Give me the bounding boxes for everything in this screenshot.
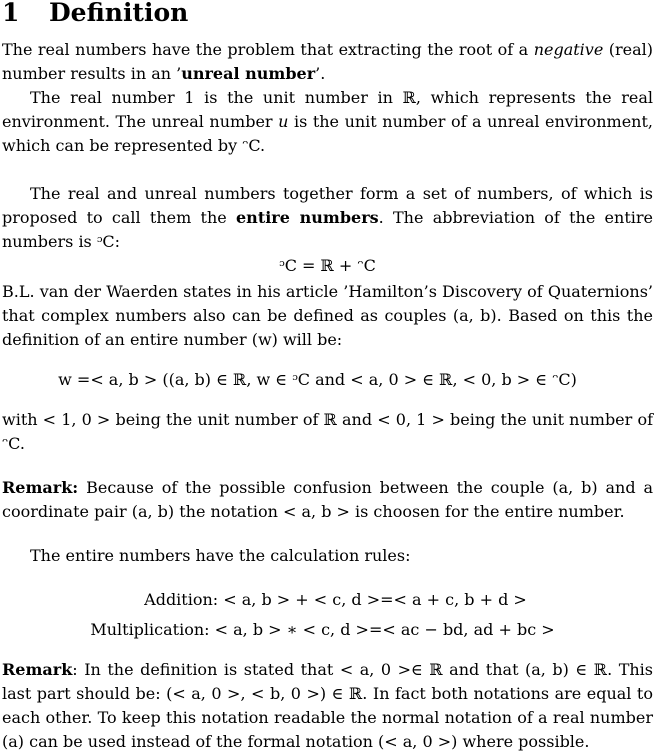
paragraph-2-text-b: is the unit number of a unreal environment, which can be represented by ᵔC. — [2, 112, 654, 155]
paragraph-2-math-u: u — [278, 112, 289, 131]
paragraph-1-bold-term: unreal number — [181, 64, 316, 83]
remark-2-label: Remark — [2, 660, 73, 679]
paragraph-6: The entire numbers have the calculation rules: — [30, 546, 411, 565]
vertical-space — [2, 158, 653, 182]
section-number: 1 — [2, 0, 20, 27]
document-page — [2, 0, 653, 754]
remark-1-label: Remark: — [2, 478, 79, 497]
remark-1 — [2, 476, 653, 524]
vertical-space — [2, 456, 653, 476]
paragraph-1-text-a: The real numbers have the problem that extracting the root of a — [2, 40, 534, 59]
paragraph-2-text-a: The real number 1 is the unit number in ℝ, which represents the real environment. The unreal number — [2, 88, 653, 131]
section-heading — [2, 0, 653, 38]
equation-entire-set: ᵓC = ℝ + ᵔC — [279, 256, 376, 275]
vertical-space — [2, 642, 653, 658]
equation-entire-number-definition: w =< a, b > ((a, b) ∈ ℝ, w ∈ ᵓC and < a, 0 > ∈ ℝ, < 0, b > ∈ ᵔC) — [58, 370, 577, 389]
remark-2 — [2, 658, 653, 754]
vertical-space — [2, 568, 653, 588]
paragraph-3-bold-term: entire numbers — [236, 208, 379, 227]
paragraph-4: B.L. van der Waerden states in his article ’Hamilton’s Discovery of Quaternions’ that complex numbers also can be defined as couples (a, b). Based on this the definition of an entire number (w) will be: — [2, 282, 653, 349]
paragraph-2 — [2, 86, 653, 158]
vertical-space — [2, 352, 653, 368]
paragraph-3 — [2, 182, 653, 254]
paragraph-3-text-b: . The abbreviation of the entire numbers is ᵓC: — [2, 208, 653, 251]
paragraph-1-text-c: ’. — [315, 64, 326, 83]
remark-1-text: Because of the possible confusion between the couple (a, b) and a coordinate pair (a, b) the notation < a, b > is choosen for the entire number. — [2, 478, 653, 521]
vertical-space — [2, 524, 653, 544]
paragraph-5: with < 1, 0 > being the unit number of ℝ and < 0, 1 > being the unit number of ᵔC. — [2, 410, 653, 453]
rule-multiplication: Multiplication: < a, b > ∗ < c, d >=< ac − bd, ad + bc > — [90, 620, 555, 639]
paragraph-1-text-b: (real) number results in an ’ — [2, 40, 654, 83]
paragraph-3-text-a: The real and unreal numbers together form a set of numbers, of which is proposed to call them the — [2, 184, 653, 227]
rule-addition: Addition: < a, b > + < c, d >=< a + c, b + d > — [144, 590, 527, 609]
section-title: Definition — [49, 0, 189, 27]
vertical-space — [2, 392, 653, 408]
paragraph-1-emphasis: negative — [533, 40, 604, 59]
remark-2-text: : In the definition is stated that < a, 0 >∈ ℝ and that (a, b) ∈ ℝ. This last part should be: (< a, 0 >, < b, 0 >) ∈ ℝ. In fact both notations are equal to each other. To keep this notation readable the normal notation of a real number (a) can be used instead of the formal notation (< a, 0 >) where possible. — [2, 660, 653, 751]
paragraph-1 — [2, 38, 653, 86]
